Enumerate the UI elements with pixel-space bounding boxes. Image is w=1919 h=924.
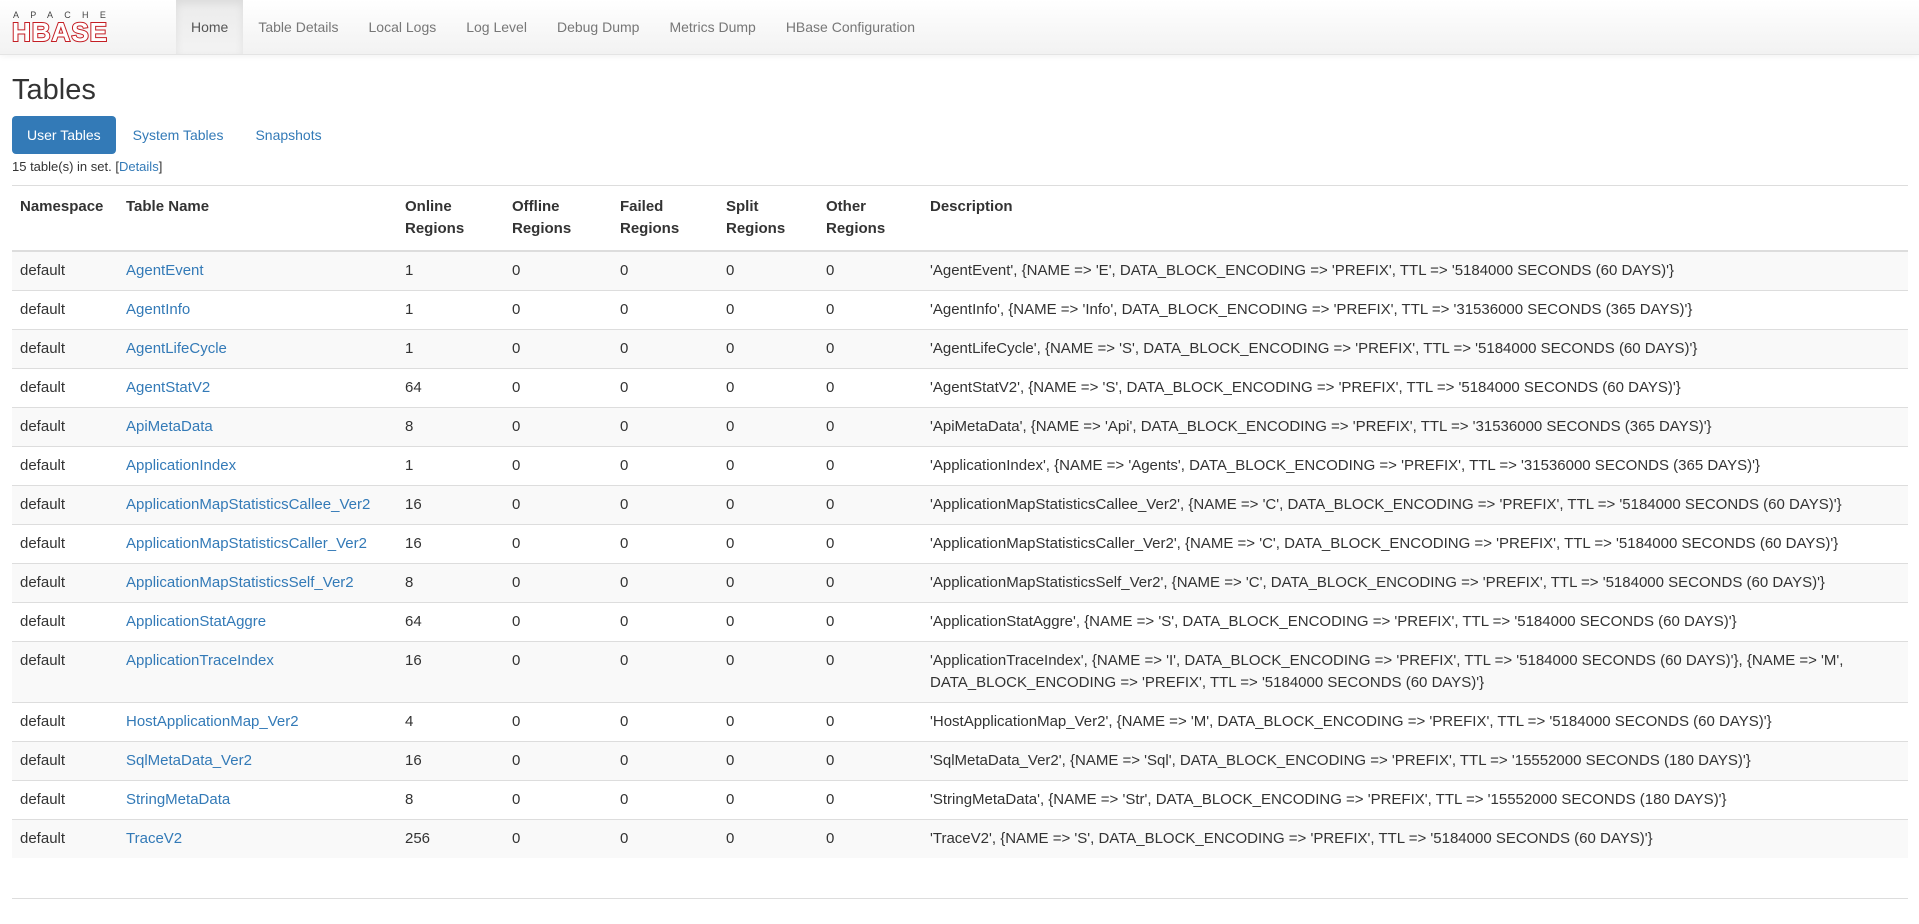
cell-description: 'AgentEvent', {NAME => 'E', DATA_BLOCK_ENCODING => 'PREFIX', TTL => '5184000 SECONDS (60 DAYS)'}	[930, 262, 1675, 279]
main-nav	[176, 0, 930, 54]
cell-split-regions: 0	[718, 642, 818, 703]
cell-other-regions: 0	[818, 408, 922, 447]
cell-namespace: default	[12, 820, 118, 859]
cell-table-name	[118, 564, 397, 603]
cell-failed-regions: 0	[612, 703, 718, 742]
cell-description: 'ApplicationMapStatisticsSelf_Ver2', {NAME => 'C', DATA_BLOCK_ENCODING => 'PREFIX', TTL => '5184000 SECONDS (60 DAYS)'}	[922, 564, 1908, 603]
cell-online-regions: 8	[397, 408, 504, 447]
cell-online-regions: 1	[397, 330, 504, 369]
header-online-regions: Online Regions	[397, 186, 504, 252]
cell-offline-regions: 0	[504, 525, 612, 564]
cell-split-regions: 0	[718, 742, 818, 781]
cell-other-regions: 0	[818, 486, 922, 525]
cell-split-regions: 0	[718, 408, 818, 447]
cell-failed-regions: 0	[612, 820, 718, 859]
cell-namespace: default	[12, 564, 118, 603]
table-count-line	[12, 159, 1907, 174]
cell-description: 'AgentLifeCycle', {NAME => 'S', DATA_BLOCK_ENCODING => 'PREFIX', TTL => '5184000 SECONDS (60 DAYS)'}	[922, 330, 1908, 369]
main-content	[0, 72, 1919, 899]
table-name-link[interactable]: HostApplicationMap_Ver2	[126, 713, 299, 730]
cell-other-regions: 0	[818, 447, 922, 486]
cell-table-name	[118, 603, 397, 642]
cell-online-regions: 4	[397, 703, 504, 742]
cell-namespace: default	[12, 703, 118, 742]
cell-split-regions: 0	[718, 603, 818, 642]
cell-offline-regions: 0	[504, 703, 612, 742]
cell-table-name	[118, 525, 397, 564]
table-row	[12, 525, 1908, 564]
cell-namespace: default	[12, 408, 118, 447]
cell-offline-regions: 0	[504, 408, 612, 447]
cell-online-regions: 64	[397, 603, 504, 642]
cell-offline-regions: 0	[504, 564, 612, 603]
table-name-link[interactable]: ApplicationTraceIndex	[126, 652, 274, 669]
tab-user-tables[interactable]: User Tables	[12, 116, 116, 154]
cell-namespace: default	[12, 642, 118, 703]
header-table-name: Table Name	[118, 186, 397, 252]
cell-failed-regions: 0	[612, 742, 718, 781]
cell-online-regions: 1	[405, 262, 414, 279]
cell-online-regions: 16	[397, 642, 504, 703]
header-failed-regions: Failed Regions	[612, 186, 718, 252]
cell-table-name	[118, 742, 397, 781]
cell-failed-regions: 0	[612, 408, 718, 447]
cell-other-regions: 0	[818, 742, 922, 781]
header-offline-regions: Offline Regions	[504, 186, 612, 252]
table-name-link[interactable]: AgentLifeCycle	[126, 340, 227, 357]
cell-namespace: default	[12, 447, 118, 486]
table-count-text: 15 table(s) in set. [	[12, 159, 119, 174]
table-row	[12, 291, 1908, 330]
cell-namespace: default	[12, 603, 118, 642]
cell-failed-regions: 0	[612, 642, 718, 703]
cell-namespace: default	[12, 486, 118, 525]
cell-namespace: default	[12, 291, 118, 330]
cell-online-regions: 64	[397, 369, 504, 408]
cell-table-name	[118, 408, 397, 447]
cell-failed-regions: 0	[612, 564, 718, 603]
cell-table-name	[118, 330, 397, 369]
cell-offline-regions: 0	[504, 742, 612, 781]
cell-description: 'ApplicationStatAggre', {NAME => 'S', DATA_BLOCK_ENCODING => 'PREFIX', TTL => '5184000 SECONDS (60 DAYS)'}	[922, 603, 1908, 642]
table-row	[12, 408, 1908, 447]
table-name-link[interactable]: StringMetaData	[126, 791, 231, 808]
cell-online-regions: 16	[397, 525, 504, 564]
cell-other-regions: 0	[818, 603, 922, 642]
details-link[interactable]: Details	[118, 159, 159, 174]
cell-failed-regions: 0	[612, 369, 718, 408]
cell-namespace: default	[12, 369, 118, 408]
table-row	[12, 703, 1908, 742]
cell-online-regions: 8	[397, 564, 504, 603]
header-namespace: Namespace	[12, 186, 118, 252]
cell-online-regions: 1	[397, 447, 504, 486]
cell-table-name	[118, 291, 397, 330]
table-name-link[interactable]: SqlMetaData_Ver2	[126, 752, 252, 769]
nav-local-logs[interactable]: Local Logs	[368, 19, 437, 35]
table-name-link[interactable]: AgentStatV2	[126, 379, 211, 396]
table-name-link[interactable]: AgentEvent	[126, 262, 204, 279]
nav-table-details[interactable]: Table Details	[258, 19, 339, 35]
table-name-link[interactable]: ApplicationMapStatisticsSelf_Ver2	[126, 574, 354, 591]
hbase-logo[interactable]	[0, 0, 176, 54]
table-name-link[interactable]: ApplicationMapStatisticsCaller_Ver2	[126, 535, 367, 552]
table-row	[12, 251, 1908, 291]
cell-split-regions: 0	[718, 447, 818, 486]
cell-split-regions: 0	[718, 369, 818, 408]
cell-offline-regions: 0	[504, 369, 612, 408]
table-name-link[interactable]: ApplicationMapStatisticsCallee_Ver2	[126, 496, 371, 513]
table-name-link[interactable]: ApiMetaData	[126, 418, 213, 435]
cell-failed-regions: 0	[612, 447, 718, 486]
cell-failed-regions: 0	[612, 781, 718, 820]
cell-other-regions: 0	[818, 525, 922, 564]
cell-split-regions: 0	[718, 291, 818, 330]
header-split-regions: Split Regions	[718, 186, 818, 252]
table-name-link[interactable]: TraceV2	[126, 830, 183, 847]
cell-namespace: default	[12, 330, 118, 369]
cell-other-regions: 0	[818, 820, 922, 859]
cell-description: 'AgentStatV2', {NAME => 'S', DATA_BLOCK_ENCODING => 'PREFIX', TTL => '5184000 SECONDS (60 DAYS)'}	[922, 369, 1908, 408]
table-row	[12, 486, 1908, 525]
table-row	[12, 369, 1908, 408]
cell-namespace: default	[12, 781, 118, 820]
table-row	[12, 642, 1908, 703]
cell-split-regions: 0	[718, 330, 818, 369]
cell-other-regions: 0	[826, 262, 835, 279]
cell-failed-regions: 0	[612, 486, 718, 525]
top-navbar	[0, 0, 1919, 55]
table-row	[12, 742, 1908, 781]
cell-namespace: default	[20, 262, 66, 279]
table-name-link[interactable]: ApplicationStatAggre	[126, 613, 267, 630]
cell-other-regions: 0	[818, 330, 922, 369]
page-title: Tables	[12, 74, 96, 106]
table-header-row	[12, 186, 1908, 252]
cell-online-regions: 16	[397, 742, 504, 781]
table-name-link[interactable]: ApplicationIndex	[126, 457, 237, 474]
cell-online-regions: 256	[397, 820, 504, 859]
cell-failed-regions: 0	[612, 291, 718, 330]
cell-offline-regions: 0	[504, 603, 612, 642]
cell-split-regions: 0	[718, 486, 818, 525]
cell-offline-regions: 0	[504, 291, 612, 330]
cell-description: 'ApplicationIndex', {NAME => 'Agents', DATA_BLOCK_ENCODING => 'PREFIX', TTL => '31536000 SECONDS (365 DAYS)'}	[922, 447, 1908, 486]
table-row	[12, 447, 1908, 486]
cell-split-regions: 0	[718, 781, 818, 820]
cell-description: 'HostApplicationMap_Ver2', {NAME => 'M', DATA_BLOCK_ENCODING => 'PREFIX', TTL => '5184000 SECONDS (60 DAYS)'}	[922, 703, 1908, 742]
table-row	[12, 781, 1908, 820]
table-count-close: ]	[158, 159, 163, 174]
cell-offline-regions: 0	[504, 781, 612, 820]
cell-table-name	[118, 781, 397, 820]
cell-failed-regions: 0	[612, 330, 718, 369]
cell-split-regions: 0	[718, 525, 818, 564]
tab-system-tables[interactable]: System Tables	[132, 127, 224, 143]
cell-other-regions: 0	[818, 291, 922, 330]
nav-metrics-dump[interactable]: Metrics Dump	[669, 19, 756, 35]
cell-table-name	[118, 486, 397, 525]
cell-offline-regions: 0	[504, 330, 612, 369]
cell-description: 'StringMetaData', {NAME => 'Str', DATA_BLOCK_ENCODING => 'PREFIX', TTL => '15552000 SECONDS (180 DAYS)'}	[922, 781, 1908, 820]
cell-failed-regions: 0	[612, 603, 718, 642]
cell-split-regions: 0	[726, 262, 735, 279]
cell-offline-regions: 0	[504, 642, 612, 703]
logo-apache-text: APACHE	[13, 9, 118, 20]
header-description: Description	[922, 186, 1908, 252]
table-type-tabs	[12, 116, 1907, 154]
header-other-regions: Other Regions	[818, 186, 922, 252]
cell-offline-regions: 0	[504, 820, 612, 859]
cell-online-regions: 16	[397, 486, 504, 525]
cell-failed-regions: 0	[612, 525, 718, 564]
cell-table-name	[118, 251, 397, 291]
cell-split-regions: 0	[718, 564, 818, 603]
nav-home[interactable]: Home	[176, 0, 243, 54]
table-row	[12, 330, 1908, 369]
section-divider	[12, 898, 1908, 899]
cell-table-name	[118, 447, 397, 486]
tab-snapshots[interactable]: Snapshots	[255, 127, 322, 143]
cell-description: 'ApiMetaData', {NAME => 'Api', DATA_BLOCK_ENCODING => 'PREFIX', TTL => '31536000 SECONDS (365 DAYS)'}	[922, 408, 1908, 447]
cell-description: 'ApplicationMapStatisticsCallee_Ver2', {NAME => 'C', DATA_BLOCK_ENCODING => 'PREFIX', TTL => '5184000 SECONDS (60 DAYS)'}	[922, 486, 1908, 525]
cell-offline-regions: 0	[504, 447, 612, 486]
table-body	[12, 251, 1908, 858]
cell-offline-regions: 0	[504, 486, 612, 525]
cell-other-regions: 0	[818, 781, 922, 820]
nav-hbase-configuration[interactable]: HBase Configuration	[785, 19, 915, 35]
cell-table-name	[118, 369, 397, 408]
nav-debug-dump[interactable]: Debug Dump	[556, 19, 640, 35]
cell-failed-regions: 0	[620, 262, 629, 279]
cell-table-name	[118, 642, 397, 703]
cell-offline-regions: 0	[512, 262, 521, 279]
cell-table-name	[118, 820, 397, 859]
table-row	[12, 564, 1908, 603]
cell-online-regions: 8	[397, 781, 504, 820]
table-name-link[interactable]: AgentInfo	[126, 301, 191, 318]
nav-log-level[interactable]: Log Level	[466, 19, 527, 35]
table-row	[12, 603, 1908, 642]
cell-table-name	[118, 703, 397, 742]
user-tables-table	[12, 185, 1908, 858]
cell-other-regions: 0	[818, 642, 922, 703]
cell-other-regions: 0	[818, 369, 922, 408]
cell-description: 'ApplicationMapStatisticsCaller_Ver2', {NAME => 'C', DATA_BLOCK_ENCODING => 'PREFIX', TTL => '5184000 SECONDS (60 DAYS)'}	[922, 525, 1908, 564]
cell-split-regions: 0	[718, 703, 818, 742]
cell-description: 'TraceV2', {NAME => 'S', DATA_BLOCK_ENCODING => 'PREFIX', TTL => '5184000 SECONDS (60 DAYS)'}	[922, 820, 1908, 859]
cell-other-regions: 0	[818, 703, 922, 742]
logo-hbase-text: HBASE	[12, 16, 109, 47]
cell-description: 'ApplicationTraceIndex', {NAME => 'I', DATA_BLOCK_ENCODING => 'PREFIX', TTL => '5184000 SECONDS (60 DAYS)'}, {NAME => 'M', DATA_BLOCK_ENCODING => 'PREFIX', TTL => '5184000 SECONDS (60 DAYS)'}	[922, 642, 1908, 703]
cell-namespace: default	[12, 742, 118, 781]
cell-online-regions: 1	[397, 291, 504, 330]
cell-description: 'SqlMetaData_Ver2', {NAME => 'Sql', DATA_BLOCK_ENCODING => 'PREFIX', TTL => '15552000 SECONDS (180 DAYS)'}	[922, 742, 1908, 781]
table-row	[12, 820, 1908, 859]
cell-other-regions: 0	[818, 564, 922, 603]
cell-namespace: default	[12, 525, 118, 564]
cell-split-regions: 0	[718, 820, 818, 859]
cell-description: 'AgentInfo', {NAME => 'Info', DATA_BLOCK_ENCODING => 'PREFIX', TTL => '31536000 SECONDS (365 DAYS)'}	[922, 291, 1908, 330]
